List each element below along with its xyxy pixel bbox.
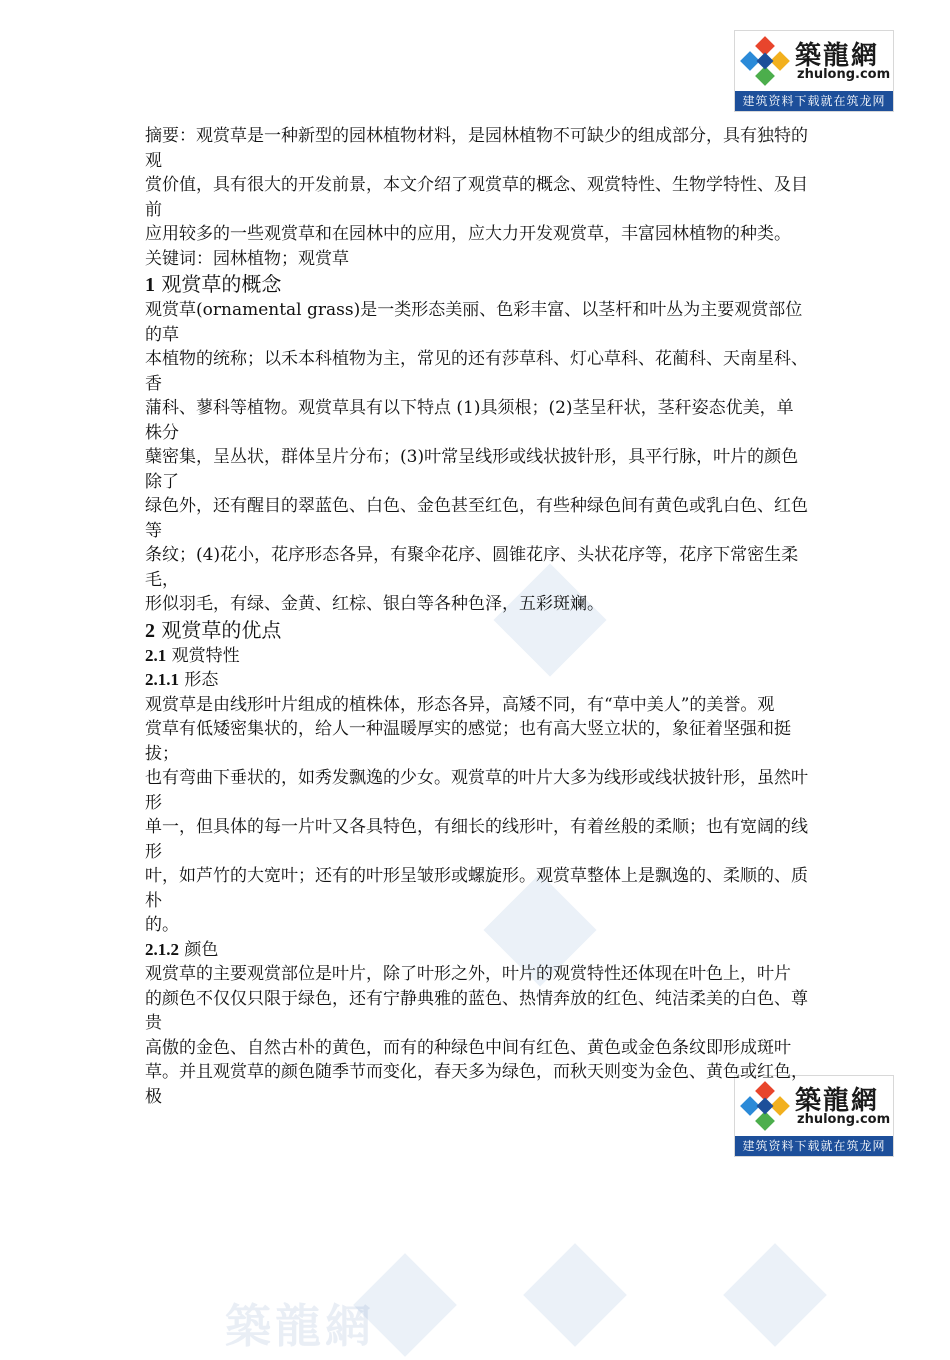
subsubsection-title: 颜色 bbox=[179, 939, 219, 960]
subsubsection-number: 2.1.1 bbox=[145, 670, 179, 689]
paragraph-line: 形似羽毛，有绿、金黄、红棕、银白等各种色泽，五彩斑斓。 bbox=[145, 594, 604, 614]
section-heading bbox=[145, 617, 810, 644]
paragraph-line: 单一，但具体的每一片叶又各具特色，有细长的线形叶，有着丝般的柔顺；也有宽阔的线形 bbox=[145, 817, 808, 862]
abstract-line: 赏价值，具有很大的开发前景，本文介绍了观赏草的概念、观赏特性、生物学特性、及目前 bbox=[145, 175, 808, 220]
paragraph-line: 叶，如芦竹的大宽叶；还有的叶形呈皱形或螺旋形。观赏草整体上是飘逸的、柔顺的、质朴 bbox=[145, 866, 808, 911]
paragraph-line: 观赏草的主要观赏部位是叶片，除了叶形之外，叶片的观赏特性还体现在叶色上，叶片 bbox=[145, 964, 791, 984]
zhulong-logo-icon bbox=[739, 35, 791, 87]
subsubsection-heading bbox=[145, 938, 810, 963]
subsection-number: 2.1 bbox=[145, 645, 167, 665]
paragraph-line: 绿色外，还有醒目的翠蓝色、白色、金色甚至红色，有些种绿色间有黄色或乳白色、红色等 bbox=[145, 496, 808, 541]
keywords: 关键词：园林植物；观赏草 bbox=[145, 248, 349, 269]
paragraph-line: 蒲科、蓼科等植物。观赏草具有以下特点 (1)具须根；(2)茎呈秆状，茎秆姿态优美，单株分 bbox=[145, 398, 794, 443]
logo-site-name: zhulong.com bbox=[797, 67, 891, 82]
subsection-title: 观赏特性 bbox=[166, 645, 240, 666]
logo-chinese-name: 築龍網 bbox=[795, 41, 880, 71]
watermark-logo-graphic bbox=[720, 1240, 830, 1350]
paragraph-line: 的。 bbox=[145, 915, 179, 935]
subsection-heading bbox=[145, 644, 810, 669]
subsubsection-title: 形态 bbox=[179, 670, 219, 690]
logo-slogan: 建筑资料下载就在筑龙网 bbox=[735, 1136, 893, 1156]
logo-site-name: zhulong.com bbox=[797, 1112, 891, 1127]
section-number: 1 bbox=[145, 274, 155, 296]
document-body bbox=[145, 124, 810, 1109]
zhulong-logo bbox=[734, 30, 894, 112]
paragraph-line: 的颜色不仅仅只限于绿色，还有宁静典雅的蓝色、热情奔放的红色、纯洁柔美的白色、尊贵 bbox=[145, 988, 808, 1033]
section-title: 观赏草的概念 bbox=[155, 272, 282, 296]
abstract-line: 摘要：观赏草是一种新型的园林植物材料，是园林植物不可缺少的组成部分，具有独特的观 bbox=[145, 126, 808, 171]
paragraph-line: 条纹；(4)花小，花序形态各异，有聚伞花序、圆锥花序、头状花序等，花序下常密生柔毛， bbox=[145, 545, 799, 590]
paragraph-line: 本植物的统称；以禾本科植物为主，常见的还有莎草科、灯心草科、花蔺科、天南星科、香 bbox=[145, 349, 808, 394]
paragraph-line: 观赏草是由线形叶片组成的植株体，形态各异，高矮不同，有“草中美人”的美誉。观 bbox=[145, 694, 775, 715]
section-heading bbox=[145, 271, 810, 298]
section-number: 2 bbox=[145, 619, 155, 642]
paragraph-line: 赏草有低矮密集状的，给人一种温暖厚实的感觉；也有高大竖立状的，象征着坚强和挺拔； bbox=[145, 719, 791, 764]
abstract-line: 应用较多的一些观赏草和在园林中的应用，应大力开发观赏草，丰富园林植物的种类。 bbox=[145, 224, 791, 244]
logo-slogan: 建筑资料下载就在筑龙网 bbox=[735, 91, 893, 111]
subsubsection-number: 2.1.2 bbox=[145, 939, 179, 959]
logo-chinese-name: 築龍網 bbox=[795, 1086, 880, 1116]
subsubsection-heading bbox=[145, 668, 810, 693]
watermark-text: 築龍網 bbox=[225, 1299, 375, 1353]
paragraph-line: 高傲的金色、自然古朴的黄色，而有的种绿色中间有红色、黄色或金色条纹即形成斑叶 bbox=[145, 1037, 791, 1058]
paragraph-line: 蘖密集，呈丛状，群体呈片分布；(3)叶常呈线形或线状披针形，具平行脉，叶片的颜色除了 bbox=[145, 447, 799, 492]
watermark-logo-graphic bbox=[520, 1240, 630, 1350]
section-title: 观赏草的优点 bbox=[155, 617, 282, 642]
paragraph-line: 观赏草(ornamental grass)是一类形态美丽、色彩丰富、以茎杆和叶丛为主要观赏部位的草 bbox=[145, 300, 803, 345]
paragraph-line: 也有弯曲下垂状的，如秀发飘逸的少女。观赏草的叶片大多为线形或线状披针形，虽然叶形 bbox=[145, 768, 808, 813]
paragraph-line: 草。并且观赏草的颜色随季节而变化，春天多为绿色，而秋天则变为金色、黄色或红色，极 bbox=[145, 1062, 808, 1107]
